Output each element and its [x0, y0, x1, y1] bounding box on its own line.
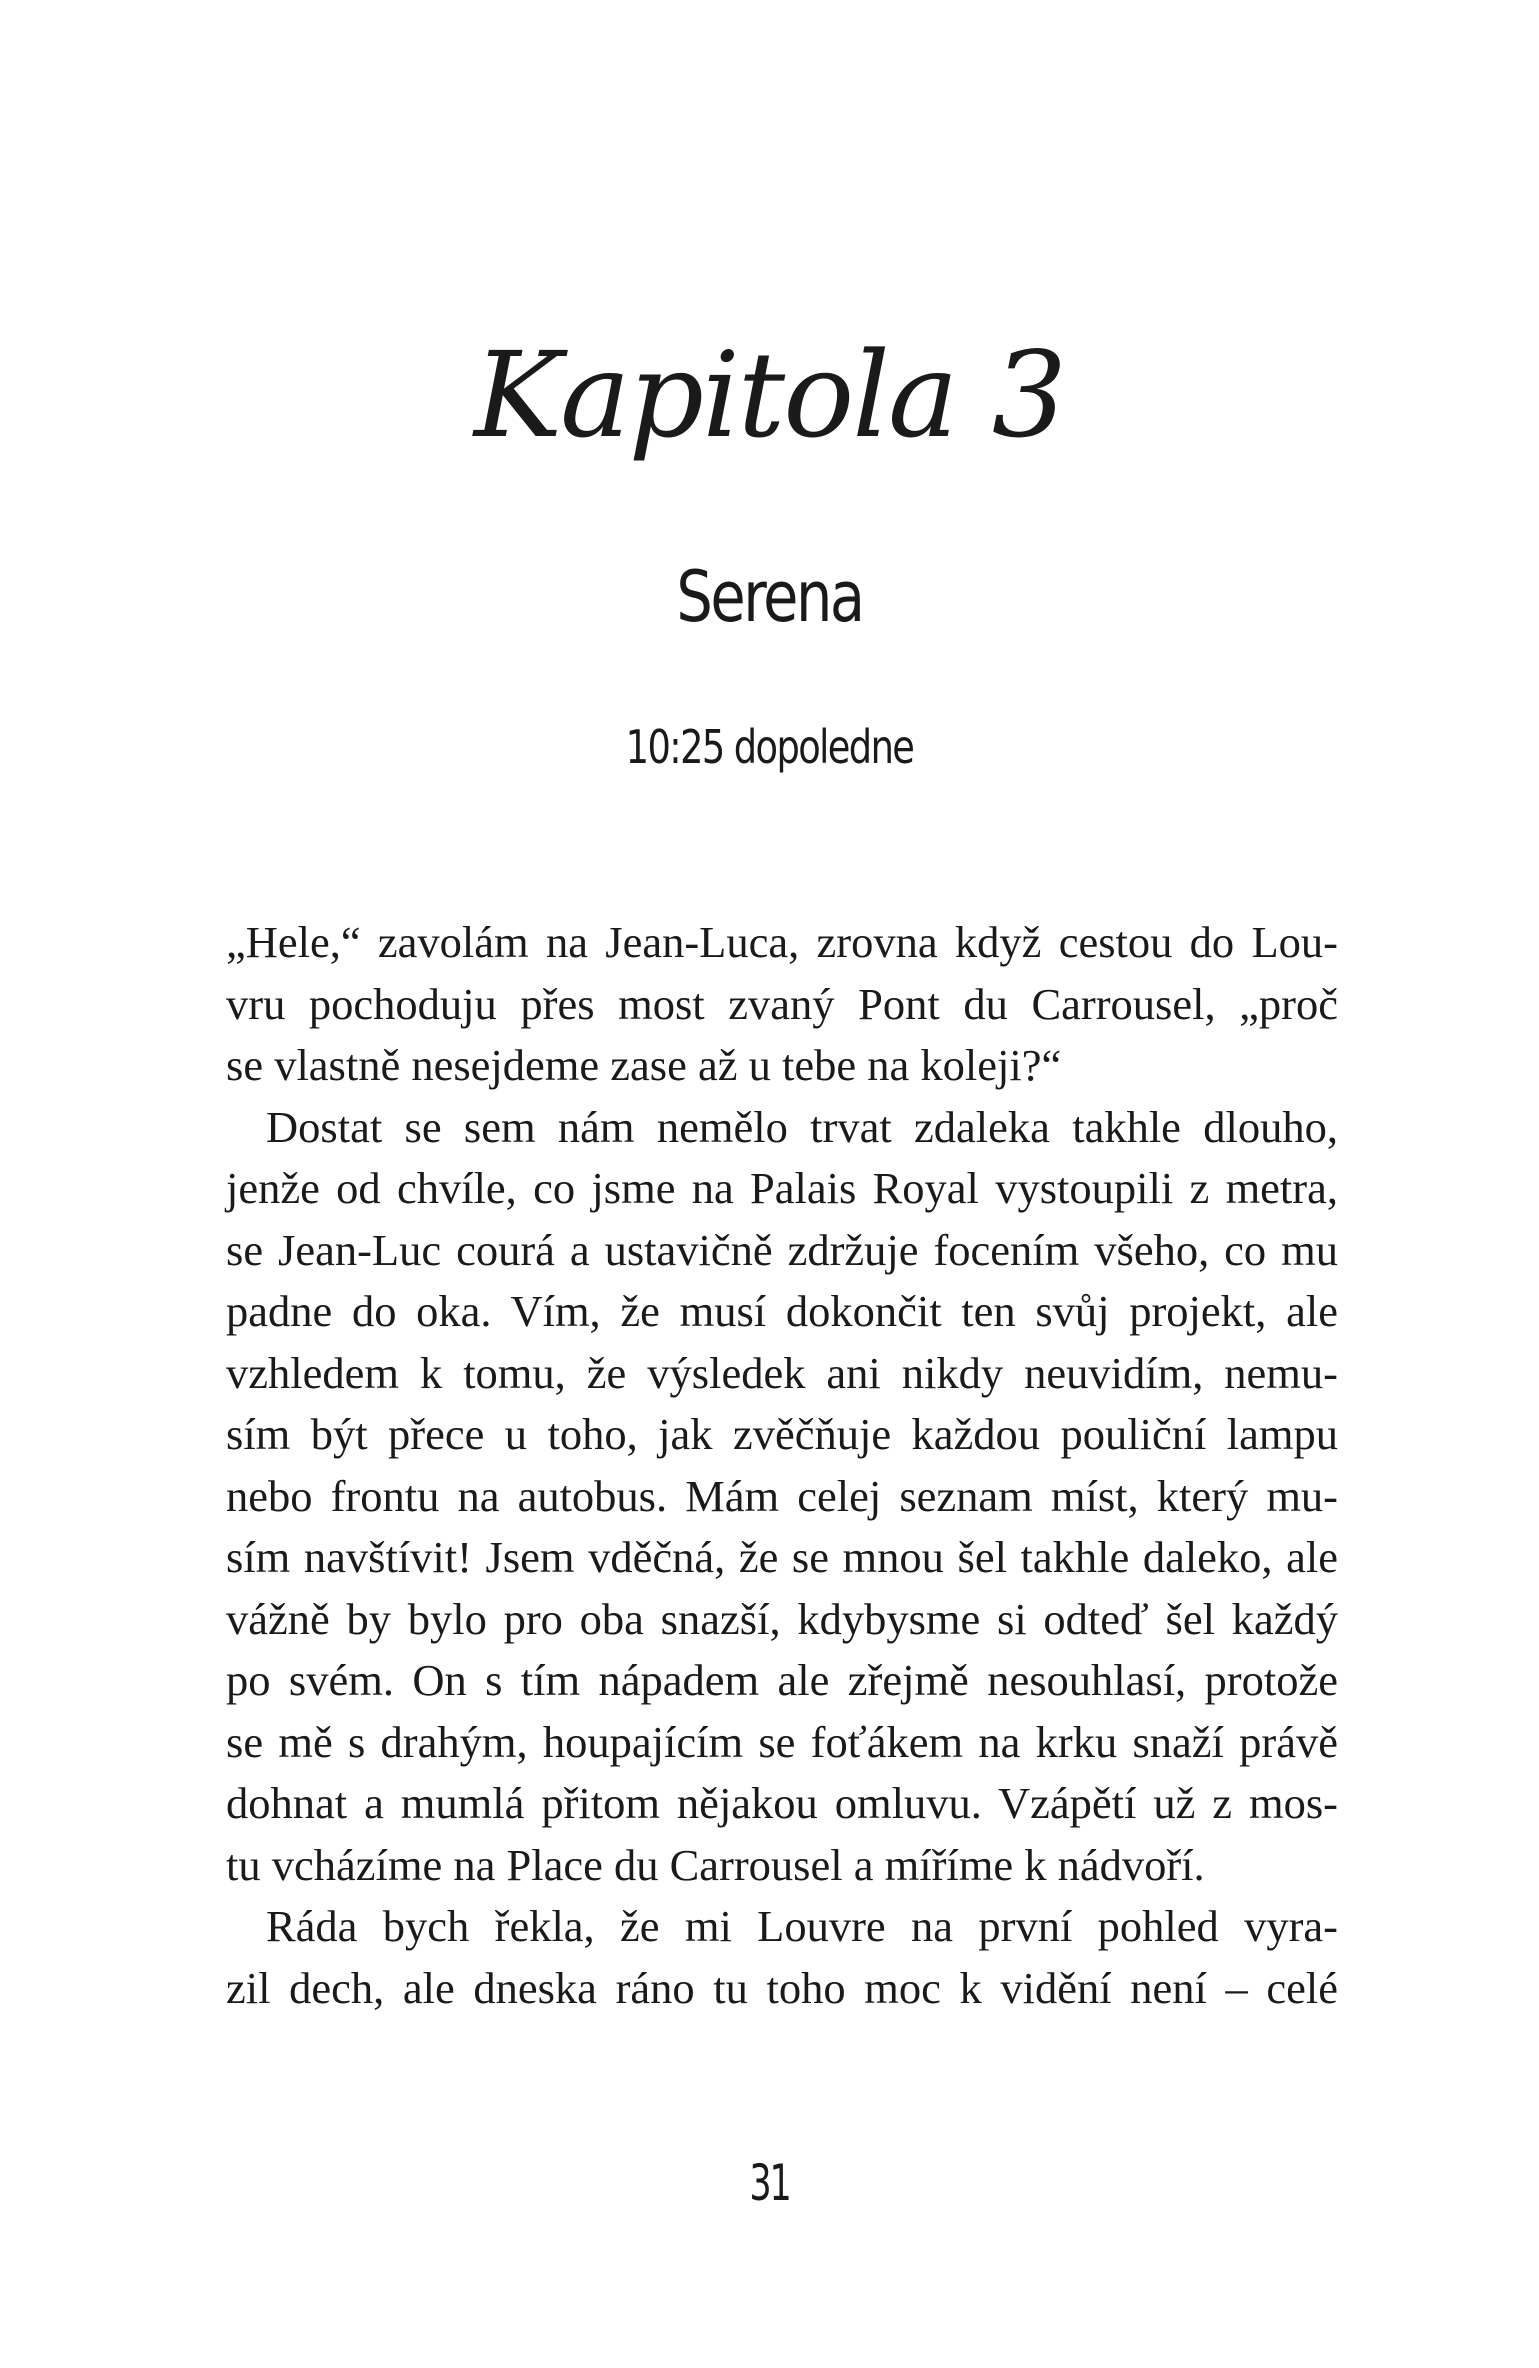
text-line: vru pochoduju přes most zvaný Pont du Carrousel, „proč [226, 978, 1338, 1029]
text-line: sím být přece u toho, jak zvěčňuje každou pouliční lampu [226, 1409, 1338, 1459]
chapter-narrator: Serena [676, 556, 863, 638]
text-line: tu vcházíme na Place du Carrousel a míříme k nádvoří. [226, 1839, 1205, 1890]
text-line: jenže od chvíle, co jsme na Palais Royal vystoupili z metra, [226, 1163, 1338, 1213]
text-line: Dostat se sem nám nemělo trvat zdaleka takhle dlouho, [266, 1101, 1338, 1152]
text-line: se mě s drahým, houpajícím se foťákem na krku snaží právě [226, 1716, 1338, 1767]
text-line: nebo frontu na autobus. Mám celej seznam míst, který mu- [226, 1470, 1338, 1521]
text-line: zil dech, ale dneska ráno tu toho moc k vidění není – celé [226, 1962, 1338, 2013]
text-line: se Jean-Luc courá a ustavičně zdržuje focením všeho, co mu [226, 1224, 1338, 1275]
text-line: sím navštívit! Jsem vděčná, že se mnou šel takhle daleko, ale [226, 1532, 1338, 1582]
page-number: 31 [749, 2154, 790, 2212]
chapter-time: 10:25 dopoledne [625, 720, 914, 774]
text-line: po svém. On s tím nápadem ale zřejmě nesouhlasí, protože [226, 1655, 1338, 1705]
text-line: „Hele,“ zavolám na Jean-Luca, zrovna když cestou do Lou- [226, 917, 1338, 967]
text-line: padne do oka. Vím, že musí dokončit ten svůj projekt, ale [226, 1286, 1338, 1336]
chapter-title: Kapitola 3 [474, 326, 1065, 464]
text-line: se vlastně nesejdeme zase až u tebe na koleji?“ [226, 1040, 1062, 1090]
text-line: dohnat a mumlá přitom nějakou omluvu. Vzápětí už z mos- [226, 1778, 1338, 1828]
text-line: Ráda bych řekla, že mi Louvre na první pohled vyra- [266, 1901, 1338, 1951]
text-line: vážně by bylo pro oba snazší, kdybysme si odteď šel každý [226, 1593, 1338, 1644]
body-text [226, 912, 1338, 2019]
text-line: vzhledem k tomu, že výsledek ani nikdy neuvidím, nemu- [226, 1347, 1338, 1398]
